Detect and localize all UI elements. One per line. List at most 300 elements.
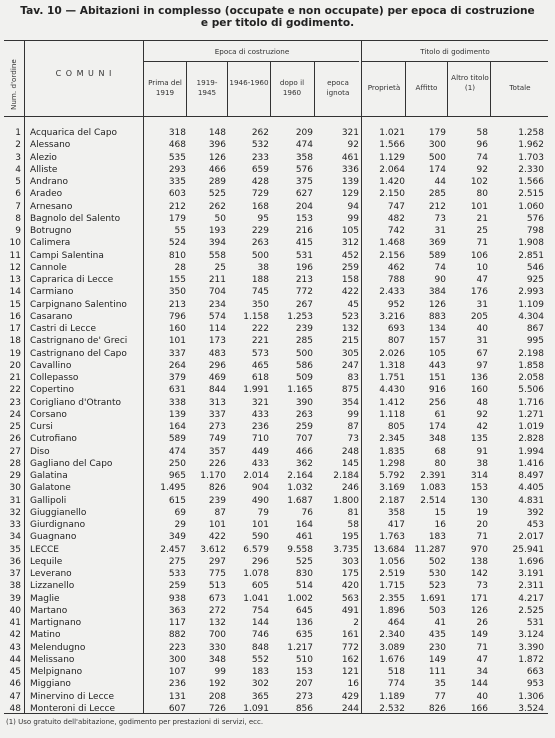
table-body xyxy=(4,127,548,715)
title-line-2: e per titolo di godimento. xyxy=(200,17,355,29)
cell-altro-titolo: 92 xyxy=(476,164,488,175)
cell-prima-1919: 275 xyxy=(168,556,186,567)
cell-dopo-1960: 772 xyxy=(295,287,313,298)
comune-name: Giurdignano xyxy=(30,520,86,530)
cell-prima-1919: 300 xyxy=(168,654,186,665)
cell-dopo-1960: 164 xyxy=(295,520,313,530)
cell-affitto: 174 xyxy=(428,422,446,432)
cell-epoca-ignota: 422 xyxy=(341,287,359,298)
cell-altro-titolo: 171 xyxy=(470,593,488,604)
cell-totale: 546 xyxy=(526,262,544,273)
row-number: 1 xyxy=(15,128,21,138)
cell-1946-1960: 296 xyxy=(251,556,269,567)
cell-prima-1919: 337 xyxy=(168,348,186,359)
cell-prima-1919: 796 xyxy=(168,311,186,322)
cell-affitto: 589 xyxy=(428,250,446,261)
cell-totale: 2.311 xyxy=(518,581,544,592)
cell-prima-1919: 236 xyxy=(168,679,186,690)
comune-name: Leverano xyxy=(30,569,72,579)
cell-proprieta: 1.189 xyxy=(379,691,405,702)
cell-affitto: 183 xyxy=(428,532,446,543)
cell-1919-1945: 726 xyxy=(208,703,226,714)
cell-altro-titolo: 71 xyxy=(476,642,488,653)
cell-totale: 1.703 xyxy=(518,152,544,163)
comune-name: Cursi xyxy=(30,422,53,432)
footnote: (1) Uso gratuito dell'abitazione, godimento per prestazioni di servizi, ecc. xyxy=(6,718,264,726)
cell-1919-1945: 296 xyxy=(208,360,226,371)
cell-prima-1919: 379 xyxy=(168,373,186,383)
cell-1919-1945: 466 xyxy=(208,164,226,175)
table-row xyxy=(4,311,548,323)
table-row xyxy=(4,470,548,482)
header-col-affitto: Affitto xyxy=(415,83,438,92)
cell-epoca-ignota: 92 xyxy=(347,140,359,151)
table-row xyxy=(4,642,548,654)
cell-prima-1919: 603 xyxy=(168,189,186,200)
title-line-1: Tav. 10 — Abitazioni in complesso (occupate e non occupate) per epoca di costruzione xyxy=(20,5,535,17)
cell-altro-titolo: 205 xyxy=(470,311,488,322)
cell-totale: 4.405 xyxy=(518,483,544,494)
header-col-1946-1960: 1946-1960 xyxy=(229,78,269,87)
cell-prima-1919: 69 xyxy=(174,507,186,518)
cell-1946-1960: 1.991 xyxy=(243,385,269,396)
cell-epoca-ignota: 158 xyxy=(341,275,359,285)
cell-dopo-1960: 358 xyxy=(295,152,313,163)
cell-1919-1945: 234 xyxy=(208,299,226,310)
comune-name: Campi Salentina xyxy=(30,250,104,261)
cell-altro-titolo: 97 xyxy=(476,360,488,371)
cell-1919-1945: 273 xyxy=(208,422,226,432)
cell-altro-titolo: 102 xyxy=(470,177,488,187)
cell-prima-1919: 213 xyxy=(168,299,186,310)
table-row xyxy=(4,286,548,298)
cell-altro-titolo: 21 xyxy=(476,213,488,224)
table-row xyxy=(4,397,548,409)
cell-altro-titolo: 47 xyxy=(476,275,488,285)
cell-altro-titolo: 34 xyxy=(476,667,488,677)
row-number: 23 xyxy=(9,397,21,408)
cell-dopo-1960: 461 xyxy=(295,532,313,543)
cell-1919-1945: 1.170 xyxy=(200,471,226,481)
cell-affitto: 523 xyxy=(428,581,446,592)
cell-dopo-1960: 707 xyxy=(295,434,313,445)
cell-altro-titolo: 40 xyxy=(476,691,488,702)
comune-name: Minervino di Lecce xyxy=(30,691,115,702)
cell-altro-titolo: 144 xyxy=(470,679,488,690)
row-number: 4 xyxy=(15,164,21,175)
vrule-h7 xyxy=(447,61,448,116)
cell-altro-titolo: 73 xyxy=(476,581,488,592)
comune-name: Corigliano d'Otranto xyxy=(30,397,122,408)
cell-totale: 5.506 xyxy=(518,385,544,396)
cell-altro-titolo: 101 xyxy=(470,201,488,212)
cell-proprieta: 2.345 xyxy=(379,434,405,445)
row-number: 14 xyxy=(9,287,21,298)
cell-affitto: 2.514 xyxy=(420,495,446,506)
row-number: 20 xyxy=(9,360,21,371)
comune-name: Gallipoli xyxy=(30,495,67,506)
cell-1919-1945: 469 xyxy=(208,373,226,383)
cell-dopo-1960: 627 xyxy=(295,189,313,200)
cell-1946-1960: 222 xyxy=(251,324,269,334)
cell-prima-1919: 139 xyxy=(168,409,186,420)
header-num-ordine: Num. d'ordine xyxy=(9,59,18,110)
comune-name: Melendugno xyxy=(30,642,86,653)
cell-epoca-ignota: 132 xyxy=(341,324,359,334)
cell-totale: 1.872 xyxy=(518,654,544,665)
cell-prima-1919: 2.457 xyxy=(160,544,186,555)
row-number: 24 xyxy=(9,409,21,420)
cell-proprieta: 1.896 xyxy=(379,605,405,616)
table-row xyxy=(4,384,548,396)
cell-affitto: 134 xyxy=(428,324,446,334)
header-col-altro-titolo: Altro titolo (1) xyxy=(451,73,489,92)
table-row xyxy=(4,262,548,274)
cell-1919-1945: 99 xyxy=(214,667,226,677)
cell-dopo-1960: 273 xyxy=(295,691,313,702)
cell-prima-1919: 338 xyxy=(168,397,186,408)
cell-1946-1960: 221 xyxy=(251,336,269,347)
cell-dopo-1960: 1.217 xyxy=(287,642,313,653)
cell-dopo-1960: 136 xyxy=(295,618,313,628)
cell-prima-1919: 212 xyxy=(168,201,186,212)
cell-1946-1960: 79 xyxy=(257,507,269,518)
cell-totale: 3.524 xyxy=(518,703,544,714)
cell-1946-1960: 428 xyxy=(251,177,269,187)
cell-proprieta: 2.433 xyxy=(379,287,405,298)
header-col-proprieta: Proprietà xyxy=(367,83,401,92)
cell-proprieta: 5.792 xyxy=(379,471,405,481)
cell-affitto: 73 xyxy=(434,213,446,224)
cell-1919-1945: 173 xyxy=(208,336,226,347)
cell-1946-1960: 590 xyxy=(251,532,269,543)
row-number: 17 xyxy=(9,324,21,334)
cell-prima-1919: 535 xyxy=(168,152,186,163)
comune-name: Copertino xyxy=(30,385,74,396)
cell-1946-1960: 754 xyxy=(251,605,269,616)
cell-totale: 2.017 xyxy=(518,532,544,543)
table-row xyxy=(4,580,548,592)
cell-altro-titolo: 25 xyxy=(476,226,488,236)
cell-1919-1945: 114 xyxy=(208,324,226,334)
table-row xyxy=(4,348,548,360)
comune-name: Alezio xyxy=(30,152,57,163)
cell-affitto: 31 xyxy=(434,226,446,236)
comune-name: Alliste xyxy=(30,164,58,175)
cell-totale: 953 xyxy=(526,679,544,690)
cell-prima-1919: 938 xyxy=(168,593,186,604)
cell-dopo-1960: 1.253 xyxy=(287,311,313,322)
row-number: 9 xyxy=(15,226,21,236)
cell-epoca-ignota: 303 xyxy=(341,556,359,567)
comune-name: Melissano xyxy=(30,654,75,665)
cell-prima-1919: 264 xyxy=(168,360,186,371)
row-number: 46 xyxy=(9,679,21,690)
cell-epoca-ignota: 336 xyxy=(341,164,359,175)
cell-affitto: 530 xyxy=(428,569,446,579)
cell-1946-1960: 552 xyxy=(251,654,269,665)
cell-1919-1945: 558 xyxy=(208,250,226,261)
comune-name: Melpignano xyxy=(30,667,83,677)
cell-prima-1919: 179 xyxy=(168,213,186,224)
vrule-h2 xyxy=(227,61,228,116)
cell-1946-1960: 659 xyxy=(251,164,269,175)
cell-proprieta: 1.129 xyxy=(379,152,405,163)
cell-affitto: 126 xyxy=(428,299,446,310)
cell-dopo-1960: 1.165 xyxy=(287,385,313,396)
cell-altro-titolo: 142 xyxy=(470,569,488,579)
cell-dopo-1960: 213 xyxy=(295,275,313,285)
cell-totale: 2.828 xyxy=(518,434,544,445)
table-row xyxy=(4,703,548,715)
cell-altro-titolo: 160 xyxy=(470,385,488,396)
cell-affitto: 1.083 xyxy=(420,483,446,494)
comune-name: Aradeo xyxy=(30,189,63,200)
cell-dopo-1960: 514 xyxy=(295,581,313,592)
cell-1919-1945: 704 xyxy=(208,287,226,298)
cell-prima-1919: 607 xyxy=(168,703,186,714)
cell-altro-titolo: 20 xyxy=(476,520,488,530)
cell-altro-titolo: 31 xyxy=(476,299,488,310)
cell-dopo-1960: 500 xyxy=(295,348,313,359)
cell-prima-1919: 164 xyxy=(168,422,186,432)
cell-proprieta: 742 xyxy=(387,226,405,236)
cell-dopo-1960: 1.687 xyxy=(287,495,313,506)
cell-epoca-ignota: 3.735 xyxy=(333,544,359,555)
cell-epoca-ignota: 161 xyxy=(341,630,359,641)
cell-1946-1960: 573 xyxy=(251,348,269,359)
comune-name: Acquarica del Capo xyxy=(30,128,118,138)
table-row xyxy=(4,188,548,200)
cell-epoca-ignota: 246 xyxy=(341,483,359,494)
cell-1946-1960: 365 xyxy=(251,691,269,702)
comune-name: Andrano xyxy=(30,177,68,187)
cell-epoca-ignota: 129 xyxy=(341,189,359,200)
cell-prima-1919: 965 xyxy=(168,471,186,481)
cell-1919-1945: 226 xyxy=(208,458,226,469)
table-row xyxy=(4,139,548,151)
cell-1946-1960: 144 xyxy=(251,618,269,628)
cell-1919-1945: 132 xyxy=(208,618,226,628)
cell-1919-1945: 337 xyxy=(208,409,226,420)
cell-altro-titolo: 135 xyxy=(470,434,488,445)
table-row xyxy=(4,237,548,249)
cell-totale: 2.198 xyxy=(518,348,544,359)
cell-1919-1945: 148 xyxy=(208,128,226,138)
cell-1946-1960: 490 xyxy=(251,495,269,506)
row-number: 32 xyxy=(9,507,21,518)
cell-affitto: 256 xyxy=(428,397,446,408)
cell-dopo-1960: 76 xyxy=(301,507,313,518)
cell-dopo-1960: 474 xyxy=(295,140,313,151)
cell-prima-1919: 882 xyxy=(168,630,186,641)
row-number: 36 xyxy=(9,556,21,567)
table-row xyxy=(4,335,548,347)
cell-epoca-ignota: 99 xyxy=(347,409,359,420)
cell-proprieta: 1.021 xyxy=(379,128,405,138)
cell-1946-1960: 500 xyxy=(251,250,269,261)
cell-affitto: 230 xyxy=(428,642,446,653)
cell-dopo-1960: 1.002 xyxy=(287,593,313,604)
cell-altro-titolo: 26 xyxy=(476,618,488,628)
cell-proprieta: 805 xyxy=(387,422,405,432)
cell-dopo-1960: 263 xyxy=(295,409,313,420)
row-number: 3 xyxy=(15,152,21,163)
row-number: 27 xyxy=(9,446,21,457)
cell-altro-titolo: 96 xyxy=(476,140,488,151)
cell-1946-1960: 729 xyxy=(251,189,269,200)
cell-affitto: 503 xyxy=(428,605,446,616)
cell-epoca-ignota: 452 xyxy=(341,250,359,261)
table-row xyxy=(4,605,548,617)
cell-proprieta: 3.089 xyxy=(379,642,405,653)
cell-prima-1919: 28 xyxy=(174,262,186,273)
comune-name: Casarano xyxy=(30,311,73,322)
cell-1946-1960: 229 xyxy=(251,226,269,236)
cell-dopo-1960: 362 xyxy=(295,458,313,469)
comune-name: Castrignano de' Greci xyxy=(30,336,128,347)
cell-dopo-1960: 196 xyxy=(295,262,313,273)
cell-totale: 1.060 xyxy=(518,201,544,212)
row-number: 34 xyxy=(9,532,21,543)
header-col-totale: Totale xyxy=(509,83,531,92)
cell-totale: 3.124 xyxy=(518,630,544,641)
comune-name: Arnesano xyxy=(30,201,73,212)
cell-epoca-ignota: 772 xyxy=(341,642,359,653)
cell-totale: 2.058 xyxy=(518,373,544,383)
comune-name: Collepasso xyxy=(30,373,79,383)
row-number: 16 xyxy=(9,311,21,322)
header-epoca-group: Epoca di costruzione xyxy=(214,47,290,56)
cell-affitto: 68 xyxy=(434,446,446,457)
cell-dopo-1960: 856 xyxy=(295,703,313,714)
cell-totale: 4.304 xyxy=(518,311,544,322)
cell-1919-1945: 87 xyxy=(214,507,226,518)
comune-name: Martano xyxy=(30,605,68,616)
cell-prima-1919: 223 xyxy=(168,642,186,653)
cell-altro-titolo: 58 xyxy=(476,128,488,138)
cell-totale: 925 xyxy=(526,275,544,285)
cell-1919-1945: 525 xyxy=(208,189,226,200)
cell-totale: 2.851 xyxy=(518,250,544,261)
table-title xyxy=(0,5,555,29)
cell-altro-titolo: 71 xyxy=(476,532,488,543)
comune-name: Carmiano xyxy=(30,287,74,298)
cell-1946-1960: 101 xyxy=(251,520,269,530)
cell-proprieta: 462 xyxy=(387,262,405,273)
cell-totale: 3.390 xyxy=(518,642,544,653)
cell-1919-1945: 700 xyxy=(208,630,226,641)
cell-1946-1960: 605 xyxy=(251,581,269,592)
cell-proprieta: 1.318 xyxy=(379,360,405,371)
cell-1946-1960: 746 xyxy=(251,630,269,641)
cell-epoca-ignota: 420 xyxy=(341,581,359,592)
cell-altro-titolo: 47 xyxy=(476,654,488,665)
comune-name: Botrugno xyxy=(30,226,72,236)
cell-epoca-ignota: 563 xyxy=(341,593,359,604)
cell-totale: 1.908 xyxy=(518,238,544,249)
row-number: 37 xyxy=(9,569,21,579)
cell-affitto: 883 xyxy=(428,311,446,322)
cell-dopo-1960: 216 xyxy=(295,226,313,236)
cell-1946-1960: 95 xyxy=(257,213,269,224)
cell-1919-1945: 211 xyxy=(208,275,226,285)
cell-prima-1919: 318 xyxy=(168,128,186,138)
cell-altro-titolo: 166 xyxy=(470,703,488,714)
cell-1946-1960: 1.091 xyxy=(243,703,269,714)
cell-altro-titolo: 136 xyxy=(470,373,488,383)
cell-1946-1960: 710 xyxy=(251,434,269,445)
cell-altro-titolo: 42 xyxy=(476,422,488,432)
table-row xyxy=(4,691,548,703)
cell-epoca-ignota: 175 xyxy=(341,569,359,579)
cell-proprieta: 693 xyxy=(387,324,405,334)
cell-1946-1960: 904 xyxy=(251,483,269,494)
cell-epoca-ignota: 2 xyxy=(353,618,359,628)
table-row xyxy=(4,556,548,568)
row-number: 6 xyxy=(15,189,21,200)
comune-name: Guagnano xyxy=(30,532,77,543)
vrule-h1 xyxy=(186,61,187,116)
row-number: 41 xyxy=(9,618,21,628)
cell-altro-titolo: 67 xyxy=(476,348,488,359)
cell-affitto: 1.691 xyxy=(420,593,446,604)
cell-totale: 3.191 xyxy=(518,569,544,579)
cell-affitto: 212 xyxy=(428,201,446,212)
cell-totale: 1.306 xyxy=(518,691,544,702)
row-number: 13 xyxy=(9,275,21,285)
row-number: 10 xyxy=(9,238,21,249)
cell-prima-1919: 810 xyxy=(168,250,186,261)
cell-1919-1945: 126 xyxy=(208,152,226,163)
cell-totale: 576 xyxy=(526,213,544,224)
cell-dopo-1960: 153 xyxy=(295,213,313,224)
cell-dopo-1960: 239 xyxy=(295,324,313,334)
table-row xyxy=(4,593,548,605)
vrule-h3 xyxy=(270,61,271,116)
cell-proprieta: 952 xyxy=(387,299,405,310)
cell-prima-1919: 155 xyxy=(168,275,186,285)
table-row xyxy=(4,568,548,580)
cell-affitto: 35 xyxy=(434,679,446,690)
cell-proprieta: 2.150 xyxy=(379,189,405,200)
table-row xyxy=(4,544,548,556)
row-number: 43 xyxy=(9,642,21,653)
cell-altro-titolo: 138 xyxy=(470,556,488,567)
cell-epoca-ignota: 121 xyxy=(341,667,359,677)
comune-name: Gagliano del Capo xyxy=(30,458,113,469)
comune-name: Cavallino xyxy=(30,360,72,371)
cell-prima-1919: 363 xyxy=(168,605,186,616)
cell-dopo-1960: 204 xyxy=(295,201,313,212)
cell-proprieta: 1.751 xyxy=(379,373,405,383)
comune-name: Diso xyxy=(30,446,50,457)
cell-altro-titolo: 31 xyxy=(476,336,488,347)
cell-1946-1960: 433 xyxy=(251,409,269,420)
cell-proprieta: 13.684 xyxy=(373,544,405,555)
comune-name: Giuggianello xyxy=(30,507,87,518)
cell-totale: 1.416 xyxy=(518,458,544,469)
cell-proprieta: 747 xyxy=(387,201,405,212)
cell-affitto: 61 xyxy=(434,409,446,420)
cell-proprieta: 1.676 xyxy=(379,654,405,665)
cell-epoca-ignota: 321 xyxy=(341,128,359,138)
cell-epoca-ignota: 45 xyxy=(347,299,359,310)
cell-affitto: 80 xyxy=(434,458,446,469)
cell-totale: 1.716 xyxy=(518,397,544,408)
cell-dopo-1960: 586 xyxy=(295,360,313,371)
cell-proprieta: 4.430 xyxy=(379,385,405,396)
